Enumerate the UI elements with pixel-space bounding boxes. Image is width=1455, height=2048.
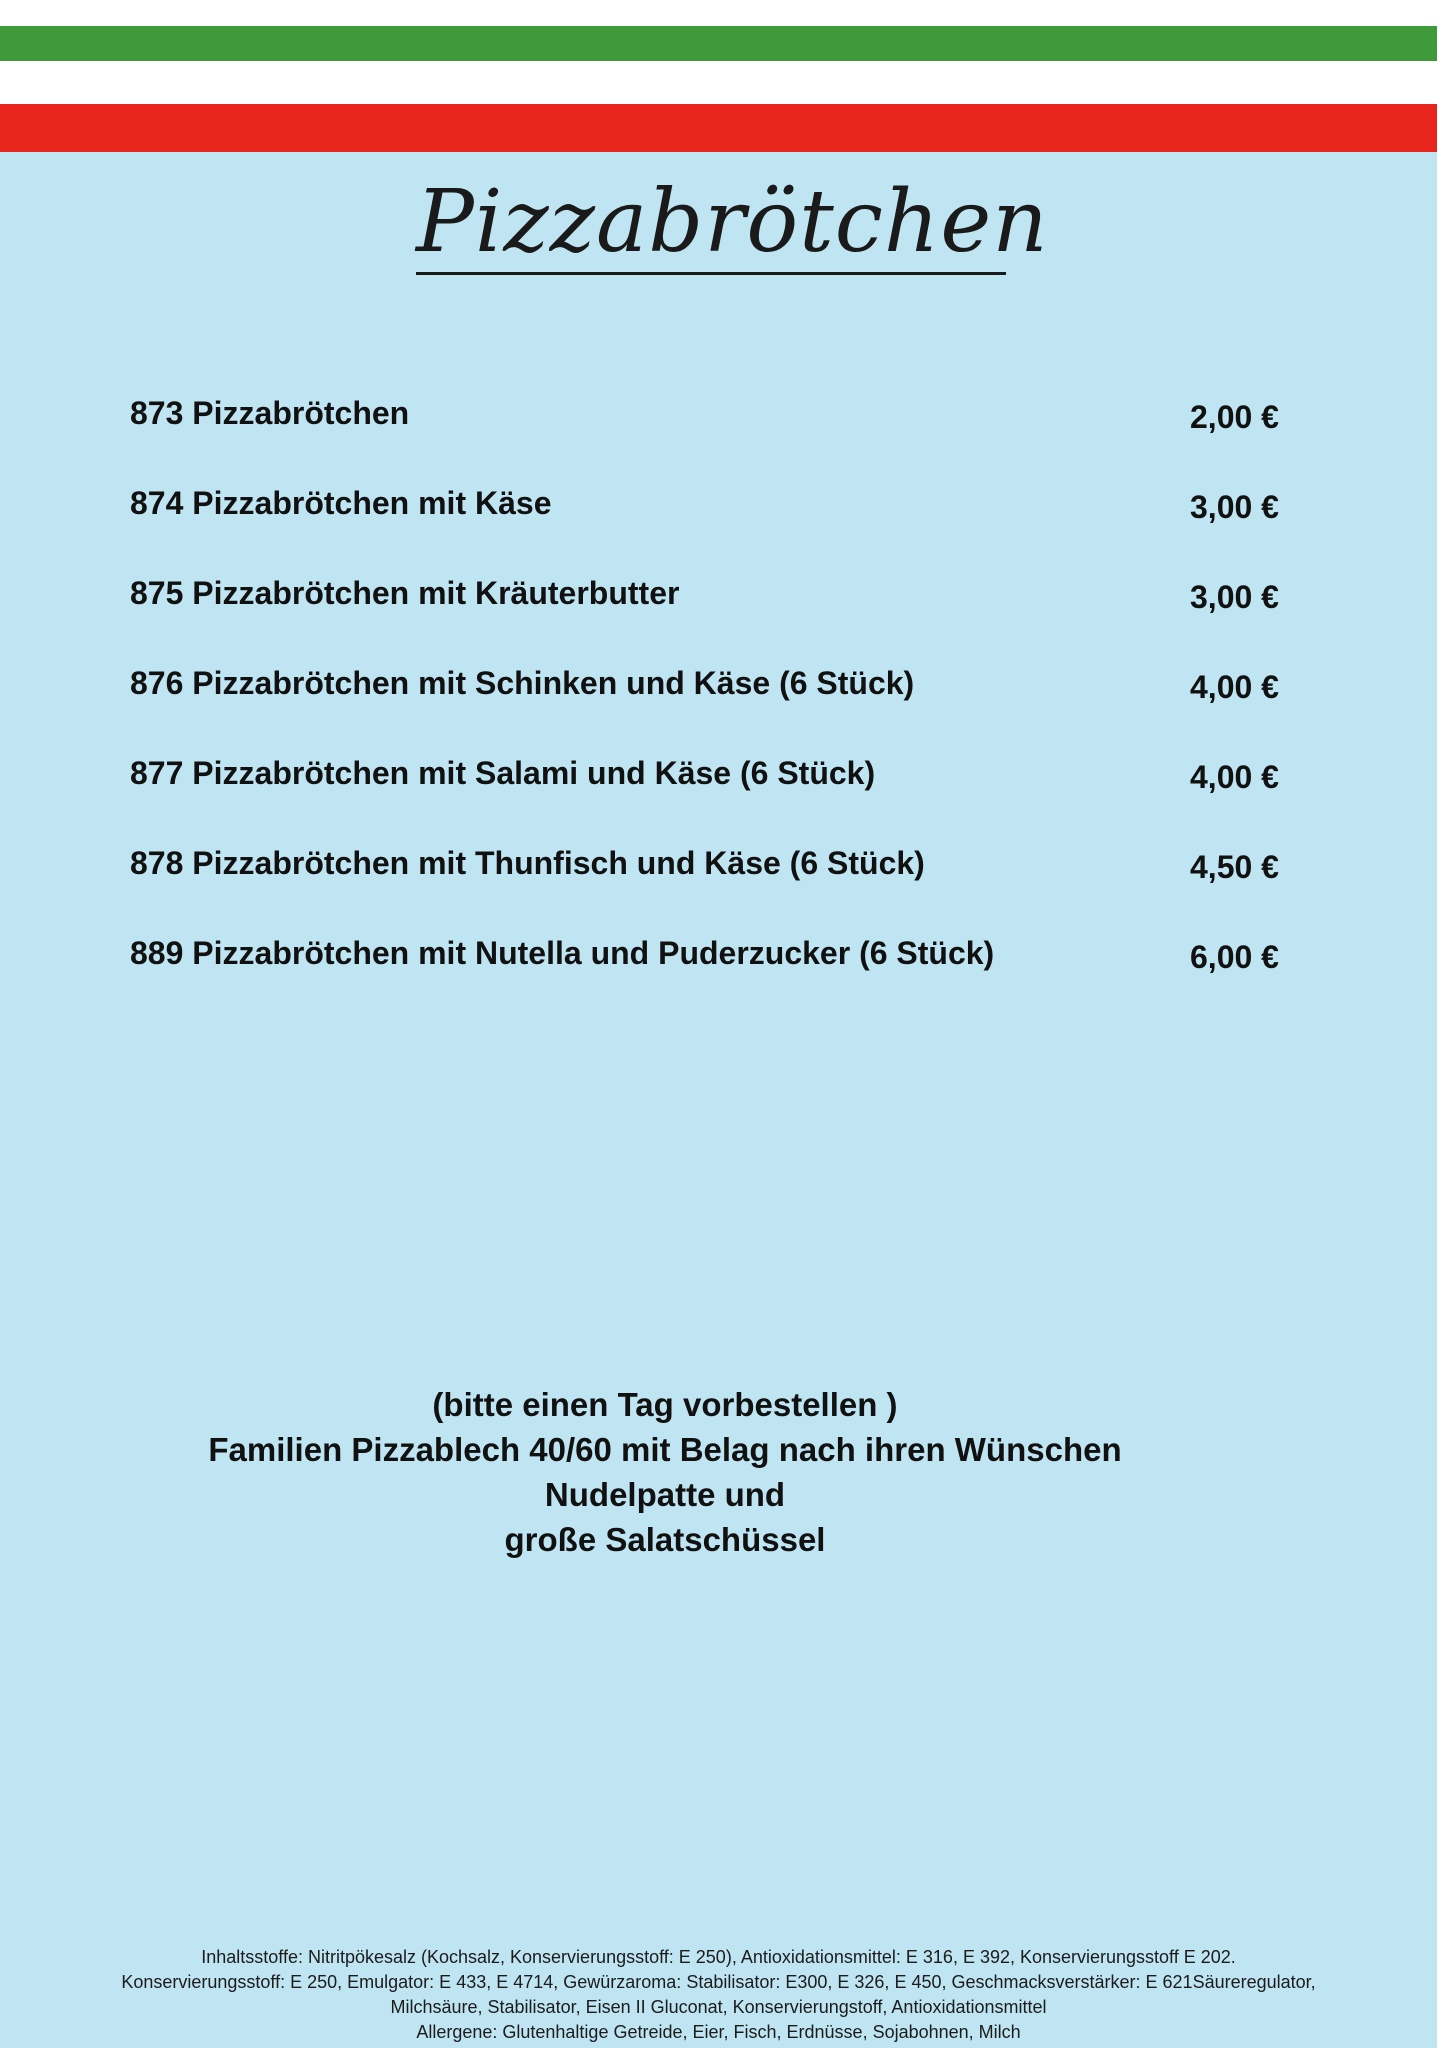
menu-list	[130, 395, 1300, 1025]
menu-item	[130, 485, 1300, 575]
page-margin	[1437, 0, 1455, 2048]
menu-item-name: 874 Pizzabrötchen mit Käse	[130, 485, 552, 521]
ingredients-footer	[0, 1945, 1437, 2045]
footer-line: Milchsäure, Stabilisator, Eisen II Gluconat, Konservierungstoff, Antioxidationsmittel	[390, 1997, 1047, 2017]
order-notice	[0, 1382, 1330, 1562]
menu-item-name: 889 Pizzabrötchen mit Nutella und Puderzucker (6 Stück)	[130, 935, 995, 971]
menu-item-price: 4,00 €	[1190, 759, 1279, 795]
menu-item-price: 6,00 €	[1190, 939, 1279, 975]
menu-item-price: 4,00 €	[1190, 669, 1279, 705]
menu-item	[130, 395, 1300, 485]
menu-item	[130, 575, 1300, 665]
title-underline	[416, 272, 1006, 275]
footer-line: Allergene: Glutenhaltige Getreide, Eier, Fisch, Erdnüsse, Sojabohnen, Milch	[416, 2022, 1021, 2042]
footer-line: Konservierungsstoff: E 250, Emulgator: E 433, E 4714, Gewürzaroma: Stabilisator: E300, E 326, E 450, Geschmacksverstärker: E 621Säureregulator,	[121, 1972, 1316, 1992]
page-title: Pizzabrötchen	[416, 172, 1049, 272]
menu-item	[130, 845, 1300, 935]
notice-line: Familien Pizzablech 40/60 mit Belag nach ihren Wünschen	[208, 1431, 1122, 1468]
title-block	[416, 172, 1049, 282]
menu-item-price: 3,00 €	[1190, 579, 1279, 615]
menu-item-name: 875 Pizzabrötchen mit Kräuterbutter	[130, 575, 680, 611]
menu-item	[130, 665, 1300, 755]
menu-item-name: 878 Pizzabrötchen mit Thunfisch und Käse (6 Stück)	[130, 845, 925, 881]
menu-item-price: 3,00 €	[1190, 489, 1279, 525]
notice-line: (bitte einen Tag vorbestellen )	[432, 1386, 898, 1423]
flag-stripe-green	[0, 26, 1437, 61]
menu-item-name: 877 Pizzabrötchen mit Salami und Käse (6 Stück)	[130, 755, 876, 791]
flag-stripe-white	[0, 61, 1437, 104]
flag-stripe-red	[0, 104, 1437, 152]
menu-item	[130, 935, 1300, 1025]
menu-item-name: 876 Pizzabrötchen mit Schinken und Käse (6 Stück)	[130, 665, 915, 701]
footer-line: Inhaltsstoffe: Nitritpökesalz (Kochsalz, Konservierungsstoff: E 250), Antioxidationsmittel: E 316, E 392, Konservierungsstoff E 202.	[201, 1947, 1236, 1967]
notice-line: Nudelpatte und	[544, 1476, 786, 1513]
notice-line: große Salatschüssel	[504, 1521, 826, 1558]
menu-item-name: 873 Pizzabrötchen	[130, 395, 410, 431]
menu-item-price: 4,50 €	[1190, 849, 1279, 885]
menu-item	[130, 755, 1300, 845]
menu-item-price: 2,00 €	[1190, 399, 1279, 435]
